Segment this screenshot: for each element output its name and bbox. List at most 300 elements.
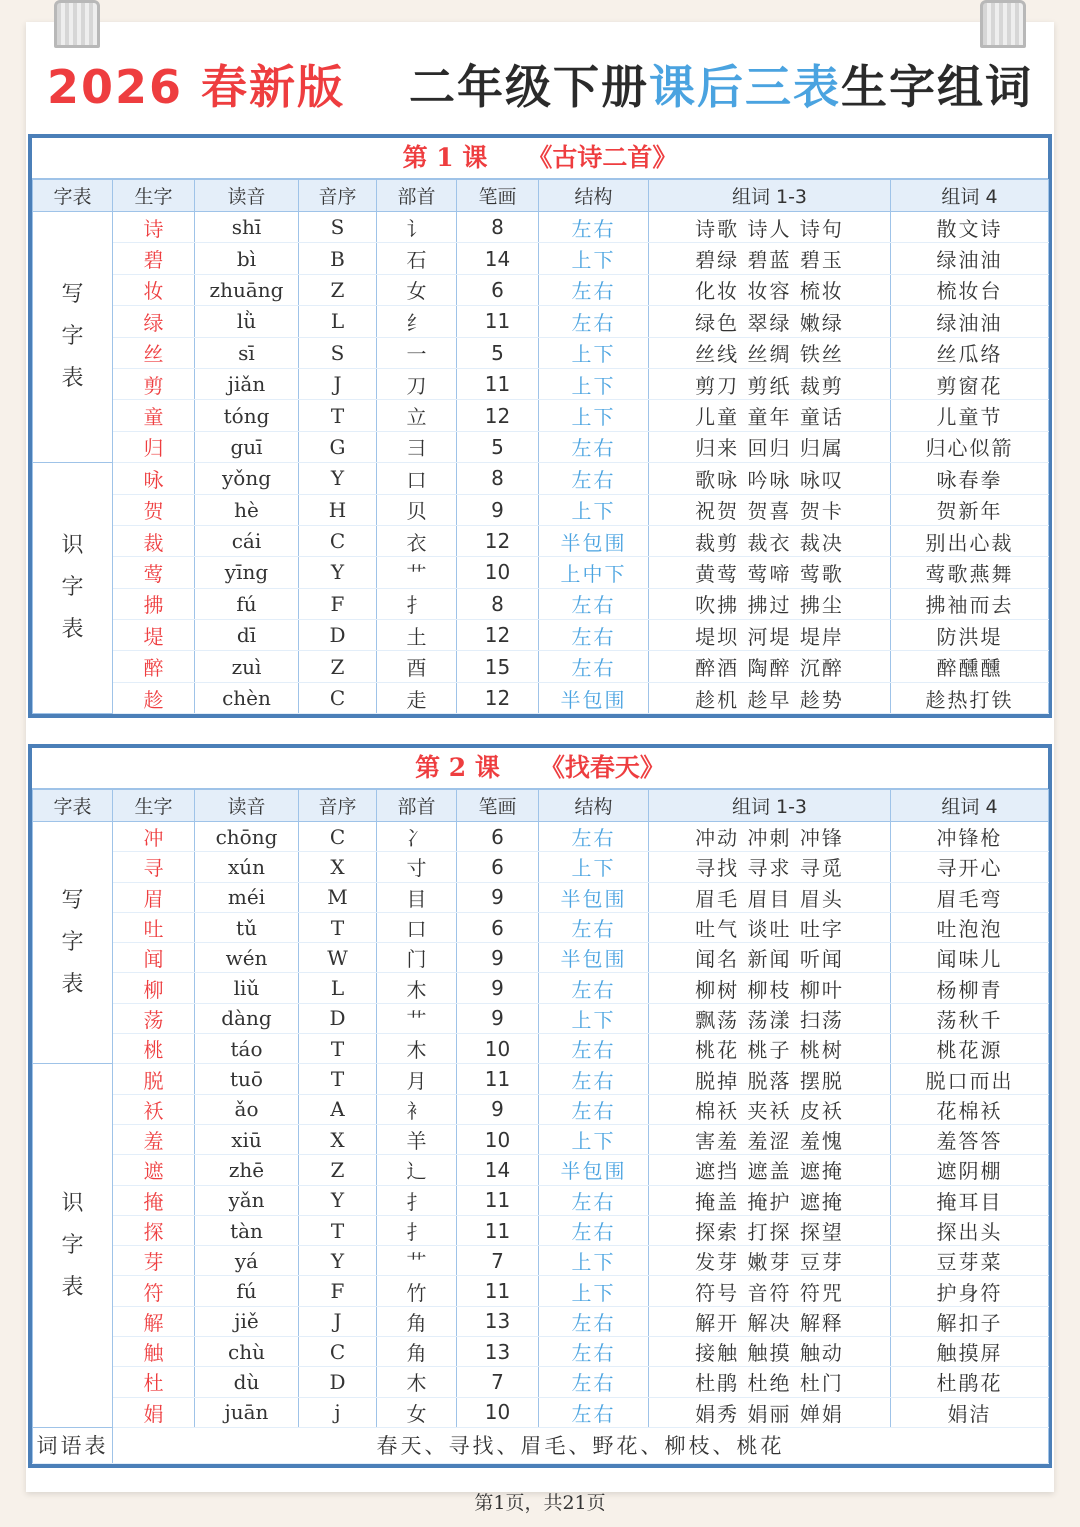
- radical-cell: 木: [377, 1367, 457, 1397]
- char-cell: 莺: [113, 557, 195, 588]
- word4-cell: 闻味儿: [891, 943, 1049, 973]
- lesson-1-name: 《古诗二首》: [527, 143, 678, 172]
- pinyin-cell: shī: [195, 212, 299, 243]
- word4-cell: 羞答答: [891, 1124, 1049, 1154]
- column-header: 部首: [377, 790, 457, 822]
- initial-cell: F: [299, 588, 377, 619]
- table-row: [33, 620, 1049, 651]
- words-cell: 发芽 嫩芽 豆芽: [649, 1246, 891, 1276]
- structure-cell: 上下: [539, 494, 649, 525]
- initial-cell: A: [299, 1094, 377, 1124]
- word4-cell: 醉醺醺: [891, 651, 1049, 682]
- column-header: 读音: [195, 180, 299, 212]
- structure-cell: 半包围: [539, 1155, 649, 1185]
- pinyin-cell: cái: [195, 525, 299, 556]
- structure-cell: 左右: [539, 1034, 649, 1064]
- word4-cell: 绿油油: [891, 306, 1049, 337]
- pinyin-cell: yá: [195, 1246, 299, 1276]
- lesson-2-table: [32, 789, 1049, 1464]
- radical-cell: 立: [377, 400, 457, 431]
- radical-cell: 木: [377, 973, 457, 1003]
- char-cell: 触: [113, 1337, 195, 1367]
- words-cell: 眉毛 眉目 眉头: [649, 882, 891, 912]
- column-header: 笔画: [457, 790, 539, 822]
- pinyin-cell: tuō: [195, 1064, 299, 1094]
- initial-cell: S: [299, 337, 377, 368]
- initial-cell: C: [299, 682, 377, 713]
- char-cell: 吐: [113, 912, 195, 942]
- initial-cell: C: [299, 822, 377, 852]
- table-row: [33, 525, 1049, 556]
- structure-cell: 左右: [539, 1094, 649, 1124]
- radical-cell: 竹: [377, 1276, 457, 1306]
- structure-cell: 左右: [539, 1367, 649, 1397]
- table-row: [33, 943, 1049, 973]
- lesson-2-name: 《找春天》: [539, 753, 665, 782]
- radical-cell: 酉: [377, 651, 457, 682]
- words-cell: 桃花 桃子 桃树: [649, 1034, 891, 1064]
- pinyin-cell: yǒng: [195, 463, 299, 494]
- word4-cell: 防洪堤: [891, 620, 1049, 651]
- pinyin-cell: tàn: [195, 1215, 299, 1245]
- words-cell: 寻找 寻求 寻觅: [649, 852, 891, 882]
- words-cell: 堤坝 河堤 堤岸: [649, 620, 891, 651]
- table-row: [33, 557, 1049, 588]
- strokes-cell: 8: [457, 463, 539, 494]
- char-cell: 裁: [113, 525, 195, 556]
- lesson-1-section: [28, 134, 1052, 718]
- word4-cell: 莺歌燕舞: [891, 557, 1049, 588]
- char-cell: 探: [113, 1215, 195, 1245]
- radical-cell: 口: [377, 912, 457, 942]
- table-row: [33, 1215, 1049, 1245]
- initial-cell: Z: [299, 1155, 377, 1185]
- pinyin-cell: fú: [195, 588, 299, 619]
- initial-cell: S: [299, 212, 377, 243]
- table-row: [33, 463, 1049, 494]
- group-label: 写 字 表: [33, 212, 113, 463]
- lesson-2-section: [28, 744, 1052, 1468]
- radical-cell: 贝: [377, 494, 457, 525]
- title-year: 2026: [46, 60, 183, 114]
- words-cell: 害羞 羞涩 羞愧: [649, 1124, 891, 1154]
- lesson-2-number: 第 2 课: [415, 753, 500, 782]
- words-cell: 碧绿 碧蓝 碧玉: [649, 243, 891, 274]
- initial-cell: J: [299, 1306, 377, 1336]
- char-cell: 剪: [113, 368, 195, 399]
- strokes-cell: 11: [457, 1064, 539, 1094]
- group-label: 写 字 表: [33, 822, 113, 1064]
- strokes-cell: 6: [457, 822, 539, 852]
- strokes-cell: 14: [457, 243, 539, 274]
- lesson-1-number: 第 1 课: [402, 143, 488, 172]
- radical-cell: 彐: [377, 431, 457, 462]
- initial-cell: D: [299, 620, 377, 651]
- table-row: [33, 1246, 1049, 1276]
- structure-cell: 上下: [539, 337, 649, 368]
- initial-cell: Z: [299, 651, 377, 682]
- structure-cell: 上下: [539, 243, 649, 274]
- word4-cell: 拂袖而去: [891, 588, 1049, 619]
- radical-cell: 木: [377, 1034, 457, 1064]
- structure-cell: 左右: [539, 973, 649, 1003]
- radical-cell: 走: [377, 682, 457, 713]
- strokes-cell: 12: [457, 682, 539, 713]
- char-cell: 咏: [113, 463, 195, 494]
- char-cell: 桃: [113, 1034, 195, 1064]
- structure-cell: 半包围: [539, 882, 649, 912]
- page-footer: 第1页，共21页: [474, 1492, 606, 1514]
- word4-cell: 遮阴棚: [891, 1155, 1049, 1185]
- char-cell: 拂: [113, 588, 195, 619]
- radical-cell: 讠: [377, 212, 457, 243]
- strokes-cell: 5: [457, 337, 539, 368]
- char-cell: 羞: [113, 1124, 195, 1154]
- strokes-cell: 12: [457, 400, 539, 431]
- strokes-cell: 10: [457, 1034, 539, 1064]
- pinyin-cell: yǎn: [195, 1185, 299, 1215]
- pinyin-cell: guī: [195, 431, 299, 462]
- char-cell: 脱: [113, 1064, 195, 1094]
- structure-cell: 上下: [539, 368, 649, 399]
- words-cell: 归来 回归 归属: [649, 431, 891, 462]
- cihui-label: 词语表: [33, 1427, 113, 1463]
- words-cell: 掩盖 掩护 遮掩: [649, 1185, 891, 1215]
- words-cell: 歌咏 吟咏 咏叹: [649, 463, 891, 494]
- structure-cell: 半包围: [539, 682, 649, 713]
- group-label: 识 字 表: [33, 1064, 113, 1428]
- table-row: [33, 431, 1049, 462]
- word4-cell: 梳妆台: [891, 274, 1049, 305]
- table-row: [33, 1064, 1049, 1094]
- pinyin-cell: hè: [195, 494, 299, 525]
- word4-cell: 儿童节: [891, 400, 1049, 431]
- char-cell: 芽: [113, 1246, 195, 1276]
- strokes-cell: 8: [457, 212, 539, 243]
- char-cell: 眉: [113, 882, 195, 912]
- column-header: 组词 4: [891, 790, 1049, 822]
- pinyin-cell: dàng: [195, 1003, 299, 1033]
- pinyin-cell: dī: [195, 620, 299, 651]
- structure-cell: 左右: [539, 1215, 649, 1245]
- words-cell: 儿童 童年 童话: [649, 400, 891, 431]
- table-row: [33, 1397, 1049, 1427]
- table-row: [33, 882, 1049, 912]
- structure-cell: 上下: [539, 1003, 649, 1033]
- char-cell: 柳: [113, 973, 195, 1003]
- initial-cell: D: [299, 1003, 377, 1033]
- char-cell: 趁: [113, 682, 195, 713]
- column-header: 音序: [299, 180, 377, 212]
- initial-cell: X: [299, 1124, 377, 1154]
- radical-cell: 羊: [377, 1124, 457, 1154]
- initial-cell: C: [299, 1337, 377, 1367]
- cihui-words: 春天、寻找、眉毛、野花、柳枝、桃花: [113, 1427, 1049, 1463]
- strokes-cell: 11: [457, 306, 539, 337]
- column-header: 结构: [539, 790, 649, 822]
- lesson-1-heading: [32, 138, 1048, 179]
- cihui-row: [33, 1427, 1049, 1463]
- words-cell: 娟秀 娟丽 婵娟: [649, 1397, 891, 1427]
- structure-cell: 左右: [539, 1185, 649, 1215]
- word4-cell: 解扣子: [891, 1306, 1049, 1336]
- radical-cell: 角: [377, 1306, 457, 1336]
- strokes-cell: 7: [457, 1367, 539, 1397]
- radical-cell: 艹: [377, 1003, 457, 1033]
- initial-cell: Z: [299, 274, 377, 305]
- title-edition: 春新版: [201, 60, 345, 114]
- table-row: [33, 306, 1049, 337]
- char-cell: 绿: [113, 306, 195, 337]
- initial-cell: G: [299, 431, 377, 462]
- initial-cell: D: [299, 1367, 377, 1397]
- strokes-cell: 6: [457, 274, 539, 305]
- word4-cell: 护身符: [891, 1276, 1049, 1306]
- radical-cell: 冫: [377, 822, 457, 852]
- table-row: [33, 494, 1049, 525]
- table-row: [33, 682, 1049, 713]
- strokes-cell: 9: [457, 973, 539, 1003]
- column-header: 字表: [33, 790, 113, 822]
- structure-cell: 上下: [539, 1276, 649, 1306]
- structure-cell: 左右: [539, 306, 649, 337]
- words-cell: 解开 解决 解释: [649, 1306, 891, 1336]
- char-cell: 袄: [113, 1094, 195, 1124]
- structure-cell: 左右: [539, 822, 649, 852]
- pinyin-cell: wén: [195, 943, 299, 973]
- words-cell: 诗歌 诗人 诗句: [649, 212, 891, 243]
- table-row: [33, 243, 1049, 274]
- words-cell: 趁机 趁早 趁势: [649, 682, 891, 713]
- column-header: 结构: [539, 180, 649, 212]
- initial-cell: F: [299, 1276, 377, 1306]
- column-header: 组词 4: [891, 180, 1049, 212]
- table-row: [33, 1367, 1049, 1397]
- word4-cell: 绿油油: [891, 243, 1049, 274]
- table-row: [33, 1034, 1049, 1064]
- word4-cell: 豆芽菜: [891, 1246, 1049, 1276]
- strokes-cell: 11: [457, 368, 539, 399]
- initial-cell: Y: [299, 1246, 377, 1276]
- strokes-cell: 14: [457, 1155, 539, 1185]
- initial-cell: J: [299, 368, 377, 399]
- initial-cell: X: [299, 852, 377, 882]
- word4-cell: 寻开心: [891, 852, 1049, 882]
- strokes-cell: 9: [457, 1003, 539, 1033]
- words-cell: 化妆 妆容 梳妆: [649, 274, 891, 305]
- table-row: [33, 651, 1049, 682]
- words-cell: 丝线 丝绸 铁丝: [649, 337, 891, 368]
- word4-cell: 咏春拳: [891, 463, 1049, 494]
- char-cell: 诗: [113, 212, 195, 243]
- words-cell: 闻名 新闻 听闻: [649, 943, 891, 973]
- pinyin-cell: chù: [195, 1337, 299, 1367]
- title-subject: 生字组词: [841, 60, 1034, 114]
- pinyin-cell: juān: [195, 1397, 299, 1427]
- radical-cell: 衣: [377, 525, 457, 556]
- words-cell: 祝贺 贺喜 贺卡: [649, 494, 891, 525]
- structure-cell: 左右: [539, 274, 649, 305]
- structure-cell: 左右: [539, 1397, 649, 1427]
- column-header: 部首: [377, 180, 457, 212]
- radical-cell: 女: [377, 1397, 457, 1427]
- char-cell: 归: [113, 431, 195, 462]
- group-label: 识 字 表: [33, 463, 113, 714]
- strokes-cell: 13: [457, 1337, 539, 1367]
- radical-cell: 月: [377, 1064, 457, 1094]
- radical-cell: 艹: [377, 1246, 457, 1276]
- pinyin-cell: sī: [195, 337, 299, 368]
- pinyin-cell: zuì: [195, 651, 299, 682]
- radical-cell: 土: [377, 620, 457, 651]
- radical-cell: 角: [377, 1337, 457, 1367]
- strokes-cell: 6: [457, 852, 539, 882]
- table-row: [33, 1124, 1049, 1154]
- char-cell: 贺: [113, 494, 195, 525]
- pinyin-cell: zhuāng: [195, 274, 299, 305]
- words-cell: 吐气 谈吐 吐字: [649, 912, 891, 942]
- pinyin-cell: xún: [195, 852, 299, 882]
- strokes-cell: 10: [457, 1397, 539, 1427]
- pinyin-cell: liǔ: [195, 973, 299, 1003]
- char-cell: 醉: [113, 651, 195, 682]
- word4-cell: 杜鹃花: [891, 1367, 1049, 1397]
- structure-cell: 左右: [539, 620, 649, 651]
- title-highlight: 课后三表: [649, 60, 842, 114]
- table-row: [33, 912, 1049, 942]
- strokes-cell: 15: [457, 651, 539, 682]
- column-header: 音序: [299, 790, 377, 822]
- word4-cell: 触摸屏: [891, 1337, 1049, 1367]
- strokes-cell: 12: [457, 620, 539, 651]
- radical-cell: 一: [377, 337, 457, 368]
- radical-cell: 辶: [377, 1155, 457, 1185]
- words-cell: 飘荡 荡漾 扫荡: [649, 1003, 891, 1033]
- char-cell: 堤: [113, 620, 195, 651]
- column-header: 笔画: [457, 180, 539, 212]
- table-row: [33, 1094, 1049, 1124]
- radical-cell: 艹: [377, 557, 457, 588]
- table-row: [33, 588, 1049, 619]
- structure-cell: 左右: [539, 463, 649, 494]
- strokes-cell: 13: [457, 1306, 539, 1336]
- radical-cell: 门: [377, 943, 457, 973]
- column-header: 字表: [33, 180, 113, 212]
- structure-cell: 左右: [539, 588, 649, 619]
- structure-cell: 左右: [539, 651, 649, 682]
- initial-cell: H: [299, 494, 377, 525]
- page-title: [0, 52, 1080, 122]
- structure-cell: 上下: [539, 400, 649, 431]
- initial-cell: M: [299, 882, 377, 912]
- strokes-cell: 6: [457, 912, 539, 942]
- word4-cell: 归心似箭: [891, 431, 1049, 462]
- radical-cell: 扌: [377, 1185, 457, 1215]
- table-row: [33, 822, 1049, 852]
- initial-cell: Y: [299, 1185, 377, 1215]
- radical-cell: 刀: [377, 368, 457, 399]
- initial-cell: C: [299, 525, 377, 556]
- structure-cell: 上下: [539, 1246, 649, 1276]
- title-grade: 二年级下册: [409, 60, 650, 114]
- words-cell: 醉酒 陶醉 沉醉: [649, 651, 891, 682]
- word4-cell: 掩耳目: [891, 1185, 1049, 1215]
- table-row: [33, 1276, 1049, 1306]
- table-row: [33, 1003, 1049, 1033]
- word4-cell: 贺新年: [891, 494, 1049, 525]
- pinyin-cell: fú: [195, 1276, 299, 1306]
- words-cell: 绿色 翠绿 嫩绿: [649, 306, 891, 337]
- words-cell: 柳树 柳枝 柳叶: [649, 973, 891, 1003]
- strokes-cell: 11: [457, 1185, 539, 1215]
- initial-cell: L: [299, 973, 377, 1003]
- word4-cell: 眉毛弯: [891, 882, 1049, 912]
- initial-cell: Y: [299, 557, 377, 588]
- words-cell: 黄莺 莺啼 莺歌: [649, 557, 891, 588]
- char-cell: 掩: [113, 1185, 195, 1215]
- word4-cell: 桃花源: [891, 1034, 1049, 1064]
- pinyin-cell: zhē: [195, 1155, 299, 1185]
- table-row: [33, 274, 1049, 305]
- table-row: [33, 973, 1049, 1003]
- structure-cell: 上中下: [539, 557, 649, 588]
- char-cell: 荡: [113, 1003, 195, 1033]
- char-cell: 闻: [113, 943, 195, 973]
- table-row: [33, 337, 1049, 368]
- word4-cell: 别出心裁: [891, 525, 1049, 556]
- structure-cell: 左右: [539, 1337, 649, 1367]
- strokes-cell: 9: [457, 494, 539, 525]
- initial-cell: T: [299, 1034, 377, 1064]
- pinyin-cell: méi: [195, 882, 299, 912]
- pinyin-cell: lǜ: [195, 306, 299, 337]
- word4-cell: 趁热打铁: [891, 682, 1049, 713]
- table-row: [33, 400, 1049, 431]
- pinyin-cell: tǔ: [195, 912, 299, 942]
- initial-cell: T: [299, 912, 377, 942]
- char-cell: 妆: [113, 274, 195, 305]
- column-header: 生字: [113, 790, 195, 822]
- table-row: [33, 212, 1049, 243]
- pinyin-cell: táo: [195, 1034, 299, 1064]
- char-cell: 冲: [113, 822, 195, 852]
- column-header: 组词 1-3: [649, 790, 891, 822]
- words-cell: 脱掉 脱落 摆脱: [649, 1064, 891, 1094]
- lesson-1-table: [32, 179, 1049, 714]
- words-cell: 吹拂 拂过 拂尘: [649, 588, 891, 619]
- binder-clip-icon: [980, 0, 1026, 48]
- strokes-cell: 10: [457, 557, 539, 588]
- word4-cell: 剪窗花: [891, 368, 1049, 399]
- lesson-2-heading: [32, 748, 1048, 789]
- strokes-cell: 9: [457, 1094, 539, 1124]
- strokes-cell: 12: [457, 525, 539, 556]
- pinyin-cell: bì: [195, 243, 299, 274]
- strokes-cell: 11: [457, 1276, 539, 1306]
- pinyin-cell: ǎo: [195, 1094, 299, 1124]
- table-row: [33, 1185, 1049, 1215]
- strokes-cell: 5: [457, 431, 539, 462]
- char-cell: 童: [113, 400, 195, 431]
- table-row: [33, 368, 1049, 399]
- structure-cell: 半包围: [539, 525, 649, 556]
- pinyin-cell: dù: [195, 1367, 299, 1397]
- table-row: [33, 852, 1049, 882]
- char-cell: 遮: [113, 1155, 195, 1185]
- initial-cell: Y: [299, 463, 377, 494]
- pinyin-cell: yīng: [195, 557, 299, 588]
- radical-cell: 女: [377, 274, 457, 305]
